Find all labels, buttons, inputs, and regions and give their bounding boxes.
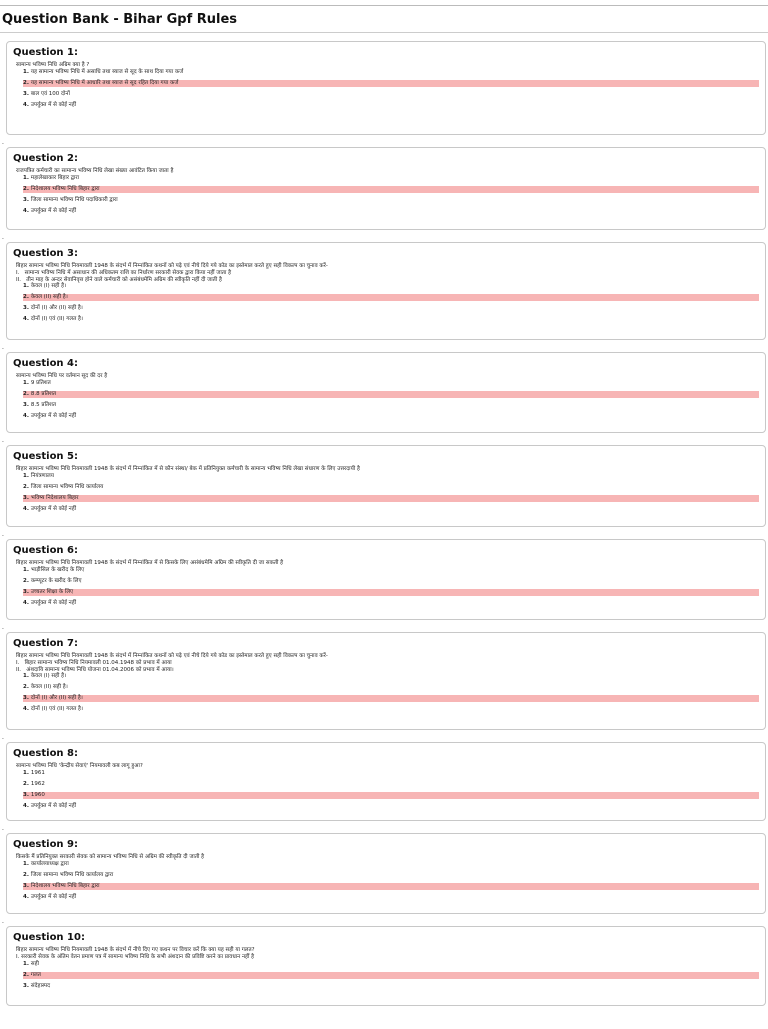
correct-option [23,792,759,799]
option-number: 4. [23,802,29,809]
separator-dot: . [2,624,4,631]
card-separator [2,620,764,632]
question-label: Question 5: [13,451,78,462]
card-separator [2,135,764,147]
option-text: उपर्युक्त में से कोई नहीं [30,207,77,214]
option-text: 1960 [30,791,45,798]
option-text: केवल (II) सही है। [30,294,68,301]
answer-option [13,684,759,691]
card-separator [2,230,764,242]
question-text: सामान्य भविष्य निधि अग्रिम क्या है ? [16,62,90,68]
separator-dot: . [2,531,4,538]
option-number: 2. [23,390,29,397]
option-text: दोनों (I) एवं (II) गलत है। [30,706,83,713]
option-number: 2. [23,577,29,584]
option-text: जिला सामान्य भविष्य निधि कार्यालय [30,483,104,490]
option-text: जिला सामान्य भविष्य निधि कार्यालय द्वारा [30,871,114,878]
question-text: बिहार सामान्य भविष्य निधि नियमावली 1948 के संदर्भ में निम्नांकित कथनों को पढ़े एवं नीचे दिये गये कोड का इस्तेमाल करते हुए सही विकल्प का चुनाव करें- I. बिहार सामान्य भविष्य निधि नियमावली 01.04.1948 को प्रभाव में आया II. अंशदायि सामान्य भविष्य निधि योजना 01.04.2006 को प्रभाव में आया। [16,653,328,673]
question-label: Question 3: [13,248,78,259]
option-text: नियंत्रणालय [30,472,54,479]
option-number: 1. [23,283,29,290]
option-text: बाल एवं 100 दोनों [30,90,70,97]
card-separator [2,527,764,539]
option-text: यह सामान्य भविष्य निधि में असाधि तथा ब्याज से सूद के साथ दिया गया कर्ज [30,68,184,75]
answer-option [13,600,759,607]
option-text: 1961 [30,769,45,776]
question-text: बिहार सामान्य भविष्य निधि नियमावली 1948 के संदर्भ में निम्नांकित कथनों को पढ़े एवं नीचे दिये गये कोड का इस्तेमाल करते हुए सही विकल्प का चुनाव करें- I. सामान्य भविष्य निधि में असाधान की अधिकतम राशि का निर्धारण सरकारी सेवक द्वारा किया नहीं जाता है II. तीन माह के अन्दर सेवानिवृत्त होने वाले कर्मचारी को असंबंधमेमि अग्रिम की स्वीकृति नहीं दी जाती है [16,263,328,283]
option-number: 4. [23,599,29,606]
option-text: गलत [30,971,41,978]
option-number: 3. [23,401,29,408]
question-label: Question 6: [13,545,78,556]
option-text: महालेखाकार बिहार द्वारा [30,174,80,181]
option-text: कम्प्यूटर के खरीद के लिए [30,577,82,584]
option-text: केवल (II) सही है। [30,684,68,691]
option-text: केवल (I) सही है। [30,673,67,680]
question-text: सामान्य भविष्य निधि पर वर्तमान सूद की दर है [16,373,108,379]
question-text: किसके मैं प्रतिनियुक्त सरकारी सेवक को सामान्य भविष्य निधि से अग्रिम की स्वीकृति दी जाती है [16,854,205,860]
card-separator [2,914,764,926]
option-number: 3. [23,882,29,889]
option-text: उपर्युक्त में से कोई नहीं [30,505,77,512]
option-number: 3. [23,695,29,702]
question-card [6,539,766,620]
question-card [6,632,766,730]
title-divider [0,32,768,33]
option-number: 1. [23,566,29,573]
separator-dot: . [2,918,4,925]
option-text: भाड़ीसिल के खरीद के लिए [30,566,85,573]
correct-option [23,495,759,502]
card-separator [2,433,764,445]
answer-option [13,894,759,901]
option-number: 2. [23,684,29,691]
option-number: 2. [23,483,29,490]
answer-option [13,305,759,312]
option-text: उपर्युक्त में से कोई नहीं [30,802,77,809]
option-number: 1. [23,174,29,181]
answer-option [13,872,759,879]
option-number: 1. [23,379,29,386]
correct-option [23,589,759,596]
option-text: निदेशालय भविष्य निधि बिहार द्वारा [30,185,100,192]
question-label: Question 1: [13,47,78,58]
question-text: बिहार सामान्य भविष्य निधि नियमावली 1948 के संदर्भ में निम्नांकित में से कौन संस्था/ बेक में प्रतिनियुक्त कर्मचारी के सामान्य भविष्य निधि लेखा संधारण के लिए उत्तरदायी है [16,466,360,472]
question-label: Question 8: [13,748,78,759]
answer-option [13,578,759,585]
answer-option [13,567,759,574]
option-text: भविष्य निदेशालय बिहार [30,494,79,501]
separator-dot: . [2,234,4,241]
option-text: केवल (I) सही है। [30,283,67,290]
question-card [6,742,766,821]
page-title: Question Bank - Bihar Gpf Rules [0,5,768,32]
option-number: 4. [23,101,29,108]
question-label: Question 2: [13,153,78,164]
option-number: 2. [23,185,29,192]
answer-option [13,473,759,480]
option-number: 1. [23,960,29,967]
answer-option [13,484,759,491]
option-text: यह सामान्य भविष्य निधि में आधारि तथा ब्याज से सूद रहित दिया गया कर्ज [30,79,179,86]
answer-option [13,380,759,387]
option-text: दोनों (I) एवं (II) गलत है। [30,316,83,323]
question-card [6,352,766,433]
card-separator [2,340,764,352]
question-card [6,445,766,527]
separator-dot: . [2,139,4,146]
separator-dot: . [2,437,4,444]
option-text: उच्चतर शिक्षा के लिए [30,588,74,595]
option-number: 1. [23,472,29,479]
separator-dot: . [2,344,4,351]
option-text: उपर्युक्त में से कोई नहीं [30,893,77,900]
option-number: 4. [23,706,29,713]
option-number: 4. [23,505,29,512]
option-number: 1. [23,68,29,75]
option-text: संदेहास्पद [30,982,51,989]
answer-option [13,283,759,290]
card-separator [2,730,764,742]
question-text: राजपत्रित कर्मचारी का सामान्य भविष्य निधि लेखा संख्या आवंटित किया जाता है [16,168,174,174]
question-card [6,147,766,230]
answer-option [13,175,759,182]
separator-dot: . [2,734,4,741]
option-text: 1962 [30,780,45,787]
answer-option [13,197,759,204]
option-number: 4. [23,412,29,419]
correct-option [23,186,759,193]
option-text: निदेशालय भविष्य निधि बिहार द्वारा [30,882,100,889]
option-number: 2. [23,871,29,878]
answer-option [13,506,759,513]
question-card [6,242,766,340]
question-text: बिहार सामान्य भविष्य निधि नियमावली 1948 के संदर्भ में निम्नांकित में से किसके लिए असंबंधमेमि अग्रिम की स्वीकृति दी जा सकती है [16,560,284,566]
option-number: 2. [23,79,29,86]
option-number: 1. [23,860,29,867]
separator-dot: . [2,825,4,832]
answer-option [13,102,759,109]
option-number: 3. [23,196,29,203]
answer-option [13,208,759,215]
option-text: जिला सामान्य भविष्य निधि पदाधिकारी द्वारा [30,196,118,203]
question-label: Question 4: [13,358,78,369]
answer-option [13,69,759,76]
option-text: उपर्युक्त में से कोई नहीं [30,412,77,419]
option-number: 3. [23,791,29,798]
question-label: Question 7: [13,638,78,649]
correct-option [23,80,759,87]
question-card [6,833,766,914]
answer-option [13,983,759,990]
option-text: उपर्युक्त में से कोई नहीं [30,599,77,606]
option-number: 1. [23,769,29,776]
answer-option [13,861,759,868]
question-card [6,926,766,1006]
correct-option [23,695,759,702]
option-number: 3. [23,90,29,97]
answer-option [13,673,759,680]
option-number: 3. [23,305,29,312]
option-number: 1. [23,673,29,680]
answer-option [13,803,759,810]
question-text: बिहार सामान्य भविष्य निधि नियमावली 1948 के संदर्भ में नीचे दिए गए कथन पर विचार करें कि क्या यह सही या गलत? I. सरकारी सेवक के अंतिम वेतन प्रमाण पत्र में सामान्य भविष्य निधि के सभी अंशदान की प्रविष्टि करने का प्रावधान नहीं है [16,947,255,960]
option-number: 2. [23,780,29,787]
answer-option [13,706,759,713]
answer-option [13,91,759,98]
option-number: 4. [23,893,29,900]
option-text: 9 प्रतिशत [30,379,51,386]
correct-option [23,294,759,301]
option-text: 8.8 प्रतिशत [30,390,56,397]
answer-option [13,413,759,420]
option-text: उपर्युक्त में से कोई नहीं [30,101,77,108]
correct-option [23,391,759,398]
option-number: 3. [23,494,29,501]
answer-option [13,316,759,323]
question-list [0,41,768,1006]
option-text: सही [30,960,39,967]
option-text: दोनों (I) और (II) सही है। [30,695,83,702]
answer-option [13,781,759,788]
option-number: 2. [23,294,29,301]
correct-option [23,972,759,979]
option-text: 8.5 प्रतिशत [30,401,56,408]
question-label: Question 10: [13,932,85,943]
option-text: दोनों (I) और (II) सही है। [30,305,83,312]
option-number: 2. [23,971,29,978]
option-number: 4. [23,207,29,214]
option-number: 3. [23,982,29,989]
card-separator [2,821,764,833]
option-text: कार्यालयाध्यक्ष द्वारा [30,860,69,867]
option-number: 3. [23,588,29,595]
question-card [6,41,766,135]
answer-option [13,402,759,409]
question-label: Question 9: [13,839,78,850]
question-text: सामान्य भविष्य निधि 'केन्द्रीय सेवाएं' नियमावली कब लागू हुआ? [16,763,143,769]
option-number: 4. [23,316,29,323]
correct-option [23,883,759,890]
answer-option [13,961,759,968]
answer-option [13,770,759,777]
